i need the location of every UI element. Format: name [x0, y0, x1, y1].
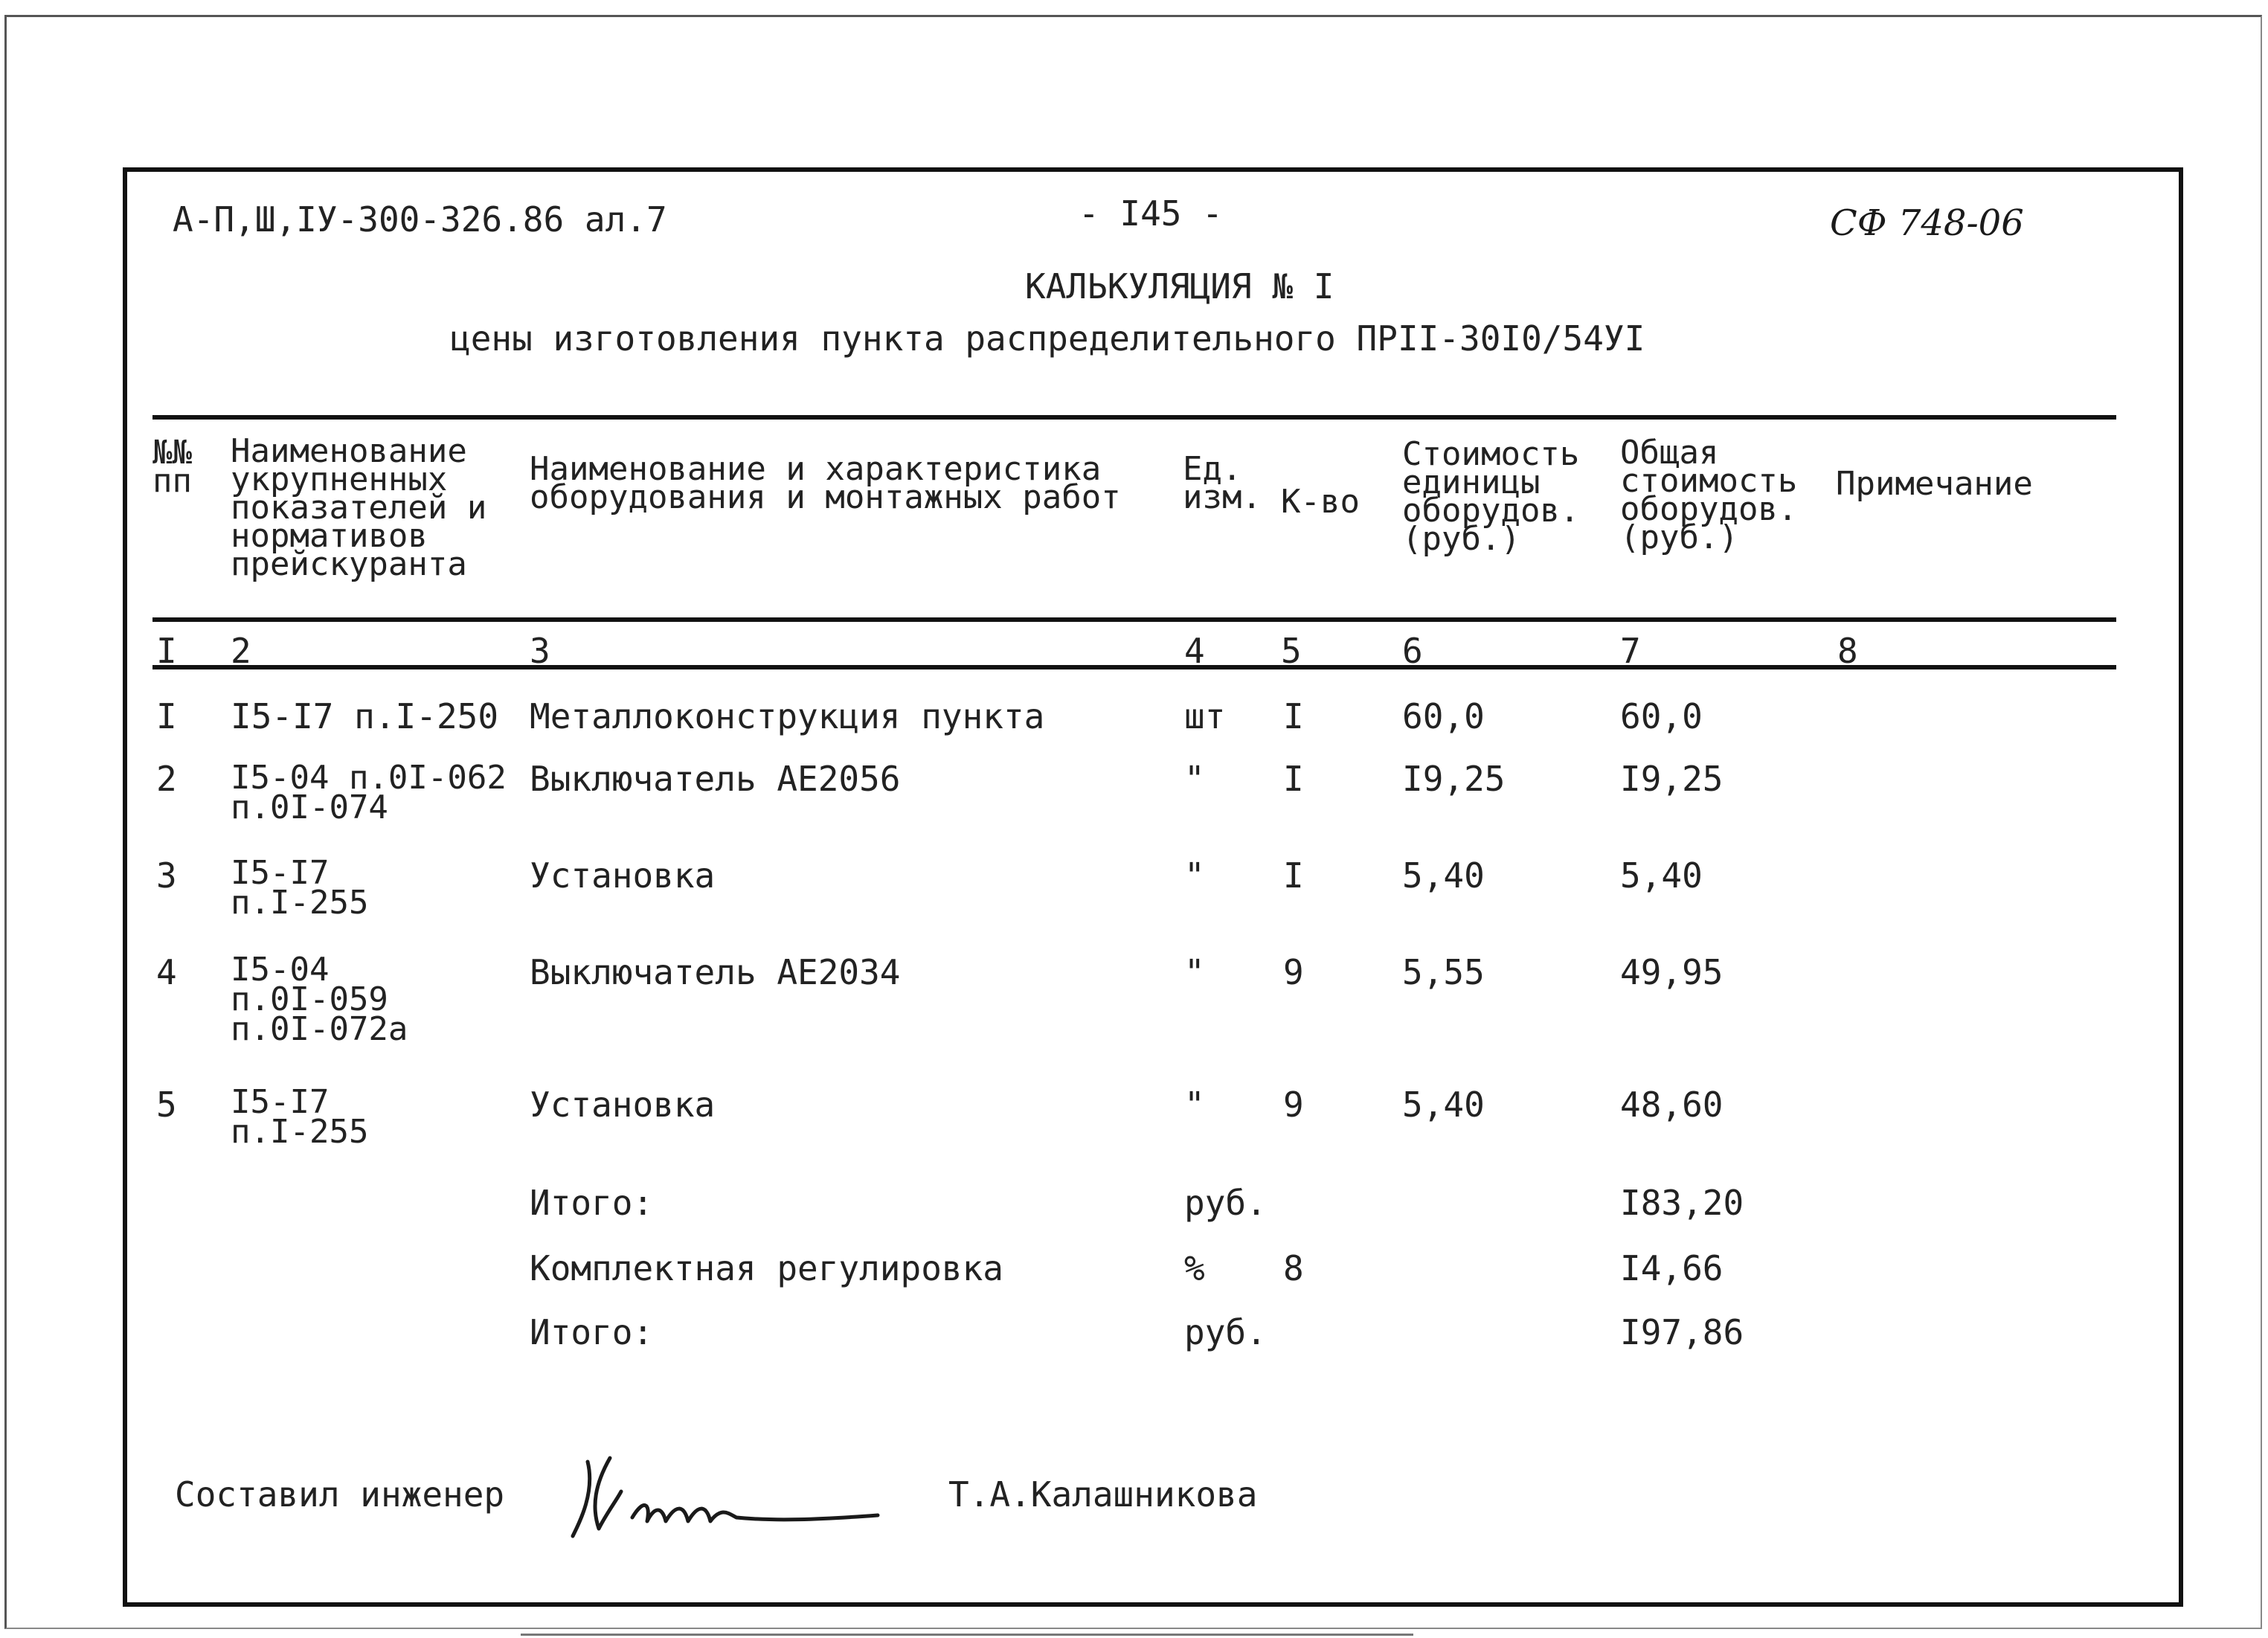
- adjustment-unit: %: [1184, 1248, 1205, 1288]
- signatory-name: Т.А.Калашникова: [948, 1474, 1258, 1515]
- col-header-8: Примечание: [1836, 465, 2033, 503]
- subtotal-label: Итого:: [530, 1183, 654, 1223]
- row-unit-cost: 60,0: [1402, 696, 1485, 736]
- col-number-2: 2: [231, 631, 251, 671]
- grand-total-unit: руб.: [1184, 1312, 1267, 1352]
- col-header-3: Наименование и характеристика оборудования и монтажных работ: [530, 450, 1121, 516]
- row-quantity: 9: [1283, 1085, 1304, 1125]
- row-quantity: 9: [1283, 952, 1304, 992]
- row-number: 5: [156, 1085, 177, 1125]
- bottom-edge-line: [521, 1634, 1413, 1636]
- row-number: 2: [156, 759, 177, 799]
- row-unit: ": [1184, 759, 1205, 799]
- col-number-7: 7: [1620, 631, 1641, 671]
- row-reference: I5-I7: [231, 1083, 330, 1121]
- col-header-1: №№ пп: [152, 434, 192, 500]
- row-reference-line2: п.0I-059: [231, 980, 388, 1018]
- doc-code: А-П,Ш,IУ-300-326.86 ал.7: [173, 199, 667, 240]
- row-item-name: Выключатель АЕ2034: [530, 952, 901, 992]
- row-number: 3: [156, 855, 177, 896]
- col-header-5: К-во: [1281, 483, 1360, 521]
- grand-total-label: Итого:: [530, 1312, 654, 1352]
- calculation-subtitle: цены изготовления пункта распределительного ПРII-30I0/54УI: [450, 318, 1645, 359]
- row-reference-line3: п.0I-072а: [231, 1010, 408, 1048]
- archive-code: СФ 748-06: [1830, 202, 2024, 244]
- adjustment-label: Комплектная регулировка: [530, 1248, 1003, 1288]
- row-unit: ": [1184, 952, 1205, 992]
- row-reference: I5-I7 п.I-250: [231, 696, 499, 736]
- col-number-4: 4: [1184, 631, 1205, 671]
- col-number-3: 3: [530, 631, 550, 671]
- row-total-cost: 60,0: [1620, 696, 1703, 736]
- row-unit-cost: 5,40: [1402, 1085, 1485, 1125]
- row-quantity: I: [1283, 855, 1304, 896]
- row-reference-line2: п.0I-074: [231, 789, 388, 826]
- col-number-6: 6: [1402, 631, 1423, 671]
- subtotal-unit: руб.: [1184, 1183, 1267, 1223]
- col-header-7: Общая стоимость оборудов. (руб.): [1620, 434, 1798, 556]
- signature-role: Составил инженер: [175, 1474, 505, 1515]
- col-number-1: I: [156, 631, 177, 671]
- grand-total-value: I97,86: [1620, 1312, 1744, 1352]
- row-reference: I5-I7: [231, 854, 330, 892]
- row-unit-cost: 5,55: [1402, 952, 1485, 992]
- col-header-2: Наименование укрупненных показателей и нормативов прейскуранта: [231, 432, 487, 583]
- row-total-cost: 49,95: [1620, 952, 1724, 992]
- row-number: 4: [156, 952, 177, 992]
- calculation-title: КАЛЬКУЛЯЦИЯ № I: [1025, 266, 1334, 306]
- adjustment-percent: 8: [1283, 1248, 1304, 1288]
- row-item-name: Металлоконструкция пункта: [530, 696, 1045, 736]
- subtotal-value: I83,20: [1620, 1183, 1744, 1223]
- handwritten-signature: [565, 1447, 885, 1544]
- row-total-cost: I9,25: [1620, 759, 1724, 799]
- col-header-4: Ед. изм.: [1183, 450, 1262, 516]
- row-unit: шт: [1184, 696, 1226, 736]
- row-unit: ": [1184, 855, 1205, 896]
- row-quantity: I: [1283, 759, 1304, 799]
- row-quantity: I: [1283, 696, 1304, 736]
- row-reference-line2: п.I-255: [231, 884, 369, 922]
- row-reference: I5-04 п.0I-062: [231, 759, 507, 797]
- row-reference: I5-04: [231, 951, 330, 989]
- column-numbers-rule: [152, 665, 2116, 669]
- header-bottom-rule: [152, 617, 2116, 622]
- row-item-name: Установка: [530, 1085, 716, 1125]
- page-number: - I45 -: [1079, 193, 1223, 234]
- row-reference-line2: п.I-255: [231, 1113, 369, 1151]
- row-unit: ": [1184, 1085, 1205, 1125]
- adjustment-value: I4,66: [1620, 1248, 1724, 1288]
- col-number-8: 8: [1837, 631, 1858, 671]
- table-top-rule: [152, 415, 2116, 420]
- row-item-name: Выключатель АЕ2056: [530, 759, 901, 799]
- row-total-cost: 48,60: [1620, 1085, 1724, 1125]
- document-frame: [123, 167, 2183, 1607]
- row-item-name: Установка: [530, 855, 716, 896]
- col-header-6: Стоимость единицы оборудов. (руб.): [1402, 435, 1580, 558]
- row-unit-cost: I9,25: [1402, 759, 1506, 799]
- row-total-cost: 5,40: [1620, 855, 1703, 896]
- col-number-5: 5: [1281, 631, 1302, 671]
- row-number: I: [156, 696, 177, 736]
- row-unit-cost: 5,40: [1402, 855, 1485, 896]
